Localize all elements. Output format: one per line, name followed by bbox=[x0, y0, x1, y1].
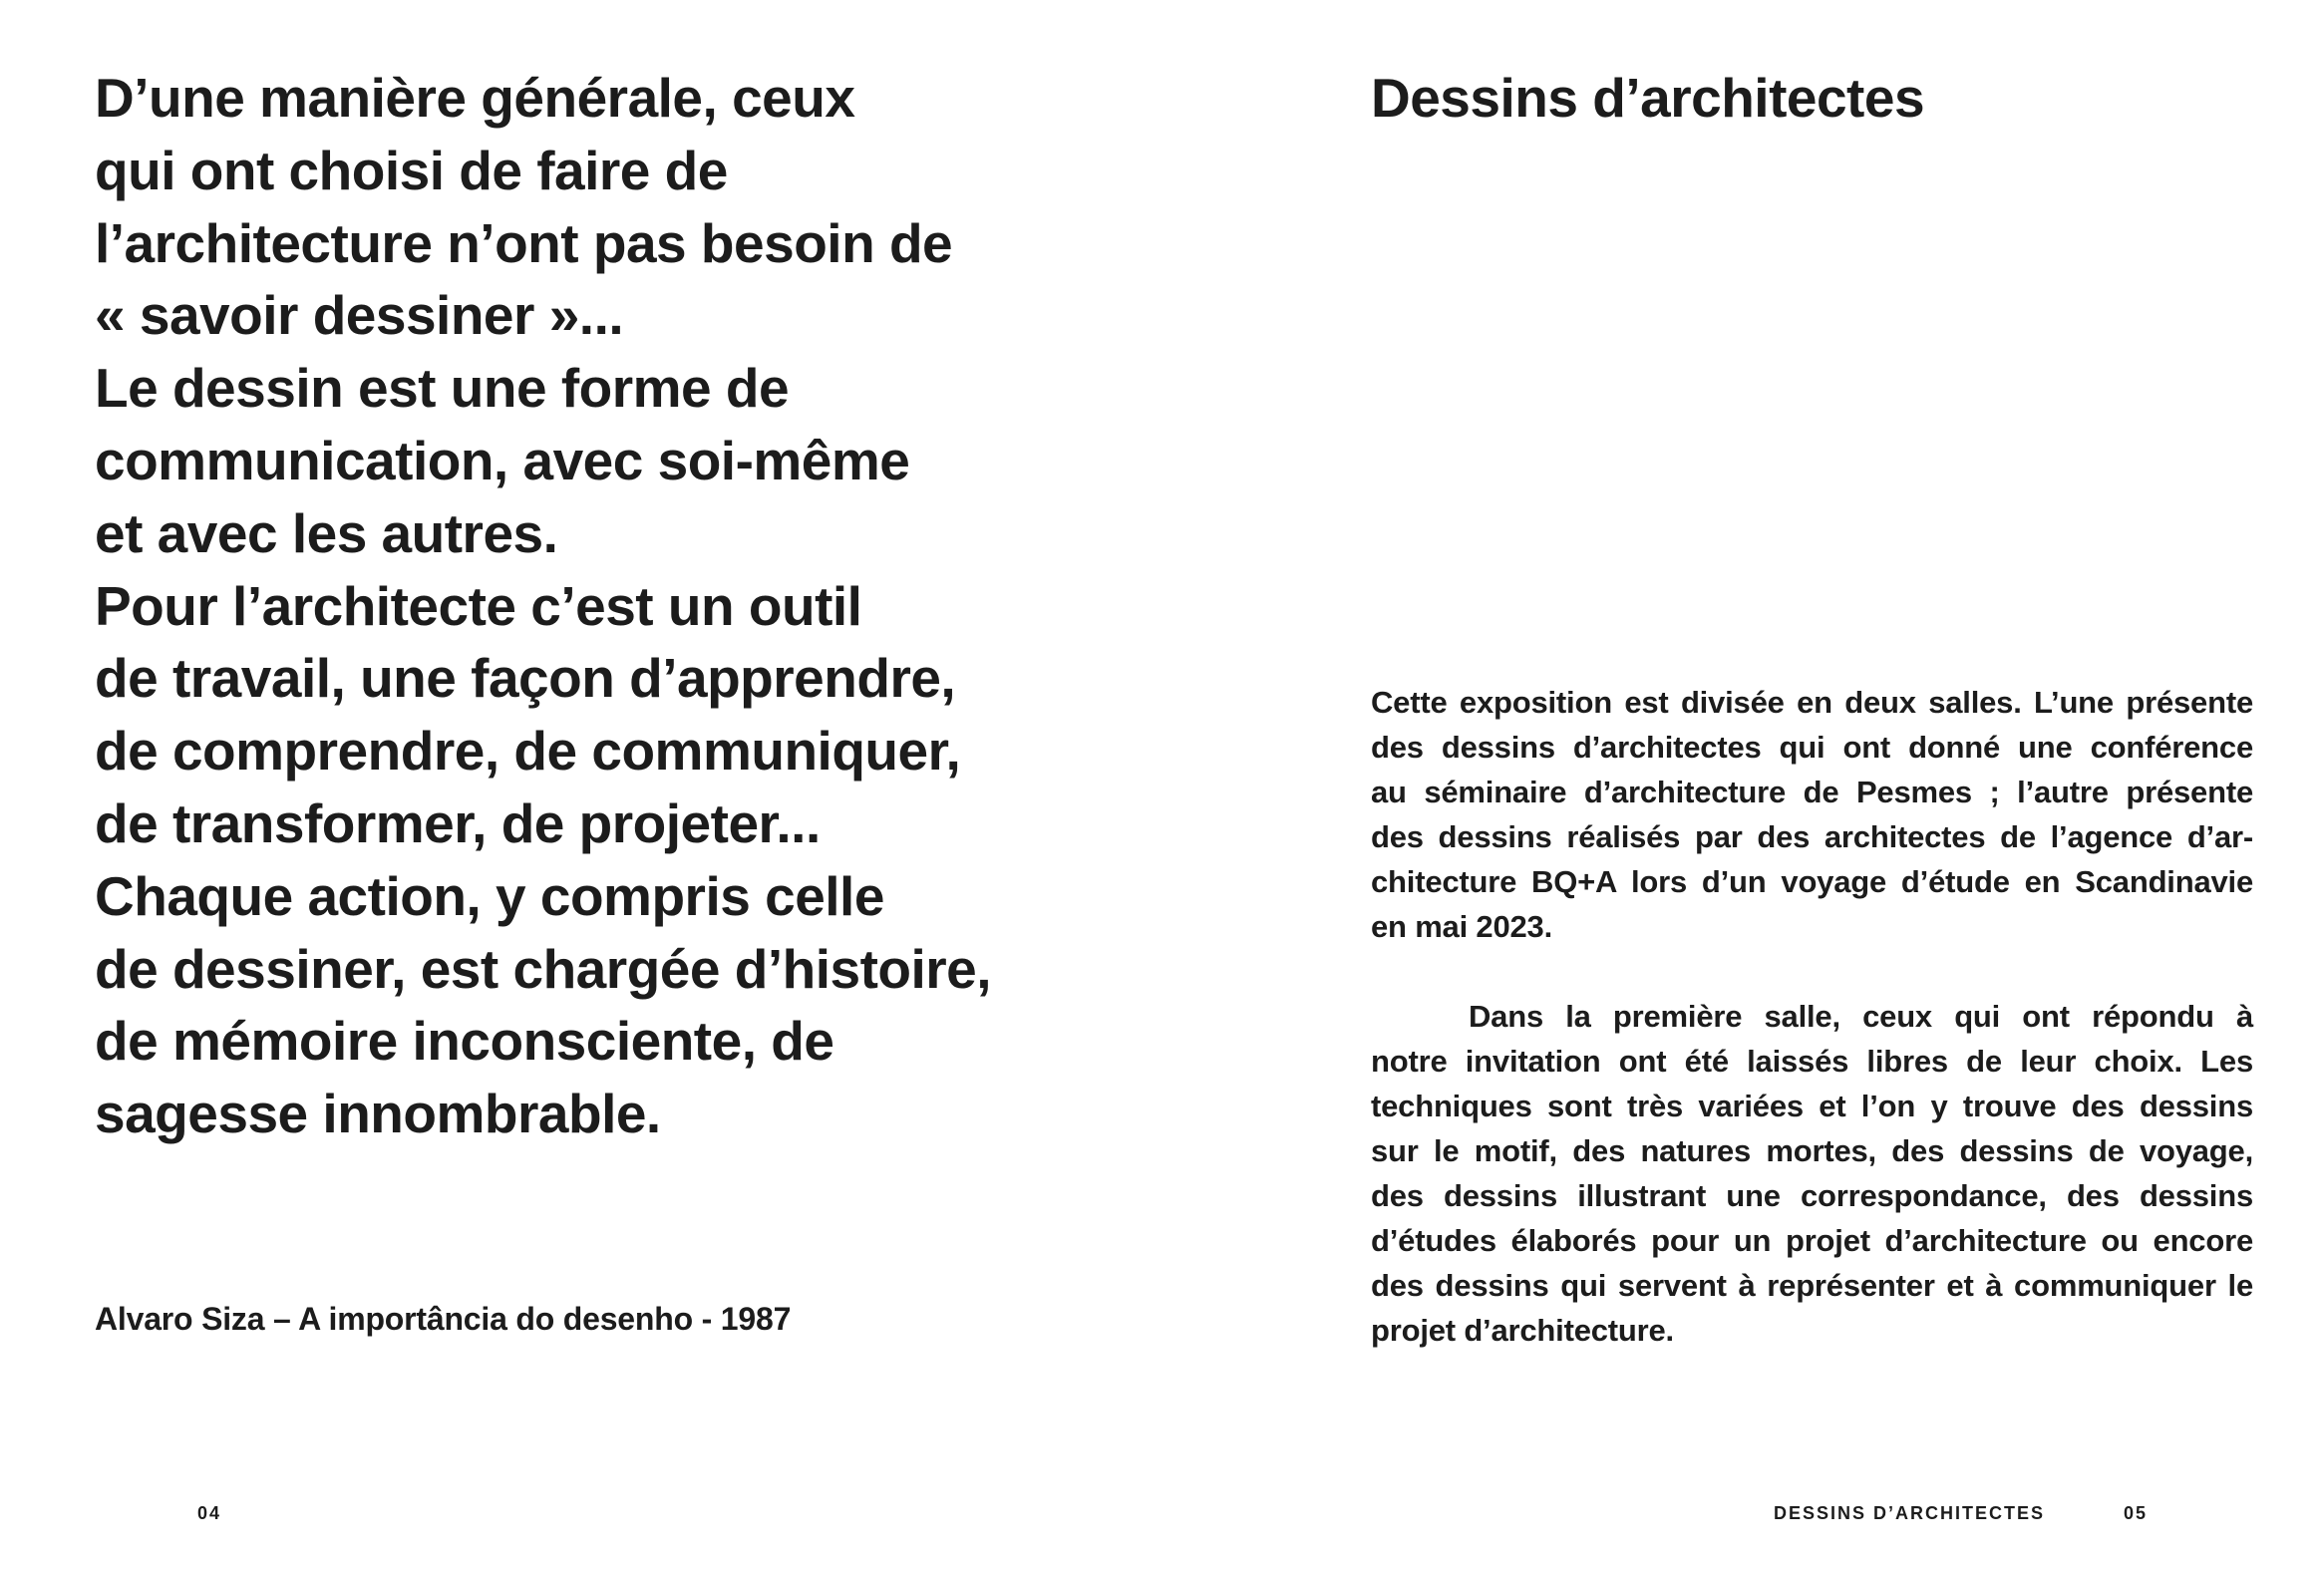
paragraph-line: des dessins illustrant une correspondance, des dessins bbox=[1371, 1178, 2253, 1213]
quote-line: « savoir dessiner »... bbox=[95, 284, 624, 347]
quote-line: sagesse innombrable. bbox=[95, 1083, 661, 1145]
paragraph-line: des dessins qui servent à représenter et à communiquer le bbox=[1371, 1268, 2253, 1303]
quote-line: de dessiner, est chargée d’histoire, bbox=[95, 937, 992, 1000]
quote-line: de mémoire inconsciente, de bbox=[95, 1010, 834, 1073]
paragraph-line: sur le motif, des natures mortes, des dessins de voyage, bbox=[1371, 1133, 2253, 1168]
paragraph-line: en mai 2023. bbox=[1371, 909, 1552, 944]
paragraph-line: des dessins réalisés par des architectes de l’agence d’ar- bbox=[1371, 819, 2253, 854]
body-paragraph-1 bbox=[1371, 680, 2253, 949]
quote-line: communication, avec soi-même bbox=[95, 429, 910, 491]
paragraph-line: notre invitation ont été laissés libres de leur choix. Les bbox=[1371, 1044, 2253, 1079]
quote-line: de transformer, de projeter... bbox=[95, 791, 821, 854]
quote-line: Chaque action, y compris celle bbox=[95, 864, 884, 927]
paragraph-line: d’études élaborés pour un projet d’architecture ou encore bbox=[1371, 1223, 2253, 1258]
pull-quote bbox=[95, 62, 1112, 1150]
quote-line: l’architecture n’ont pas besoin de bbox=[95, 211, 953, 274]
quote-line: D’une manière générale, ceux bbox=[95, 67, 855, 129]
quote-line: de travail, une façon d’apprendre, bbox=[95, 647, 956, 710]
quote-line: Le dessin est une forme de bbox=[95, 357, 790, 420]
quote-line: de comprendre, de communiquer, bbox=[95, 720, 961, 783]
quote-line: Pour l’architecte c’est un outil bbox=[95, 574, 862, 637]
paragraph-line: chitecture BQ+A lors d’un voyage d’étude en Scandinavie bbox=[1371, 864, 2253, 899]
paragraph-line: des dessins d’architectes qui ont donné une conférence bbox=[1371, 730, 2253, 765]
paragraph-line: Dans la première salle, ceux qui ont répondu à bbox=[1469, 999, 2253, 1034]
body-paragraph-2 bbox=[1371, 994, 2253, 1353]
section-title: Dessins d’architectes bbox=[1371, 67, 1925, 129]
quote-line: qui ont choisi de faire de bbox=[95, 139, 728, 201]
paragraph-line: au séminaire d’architecture de Pesmes ; l’autre présente bbox=[1371, 775, 2253, 809]
paragraph-line: techniques sont très variées et l’on y trouve des dessins bbox=[1371, 1089, 2253, 1123]
paragraph-line: projet d’architecture. bbox=[1371, 1313, 1674, 1348]
page-number-left: 04 bbox=[197, 1503, 222, 1523]
paragraph-line: Cette exposition est divisée en deux salles. L’une présente bbox=[1371, 685, 2253, 720]
quote-attribution: Alvaro Siza – A importância do desenho - 1987 bbox=[95, 1301, 792, 1337]
quote-line: et avec les autres. bbox=[95, 501, 558, 564]
running-head: DESSINS D’ARCHITECTES bbox=[1774, 1503, 2046, 1523]
page-number-right: 05 bbox=[2124, 1503, 2149, 1523]
